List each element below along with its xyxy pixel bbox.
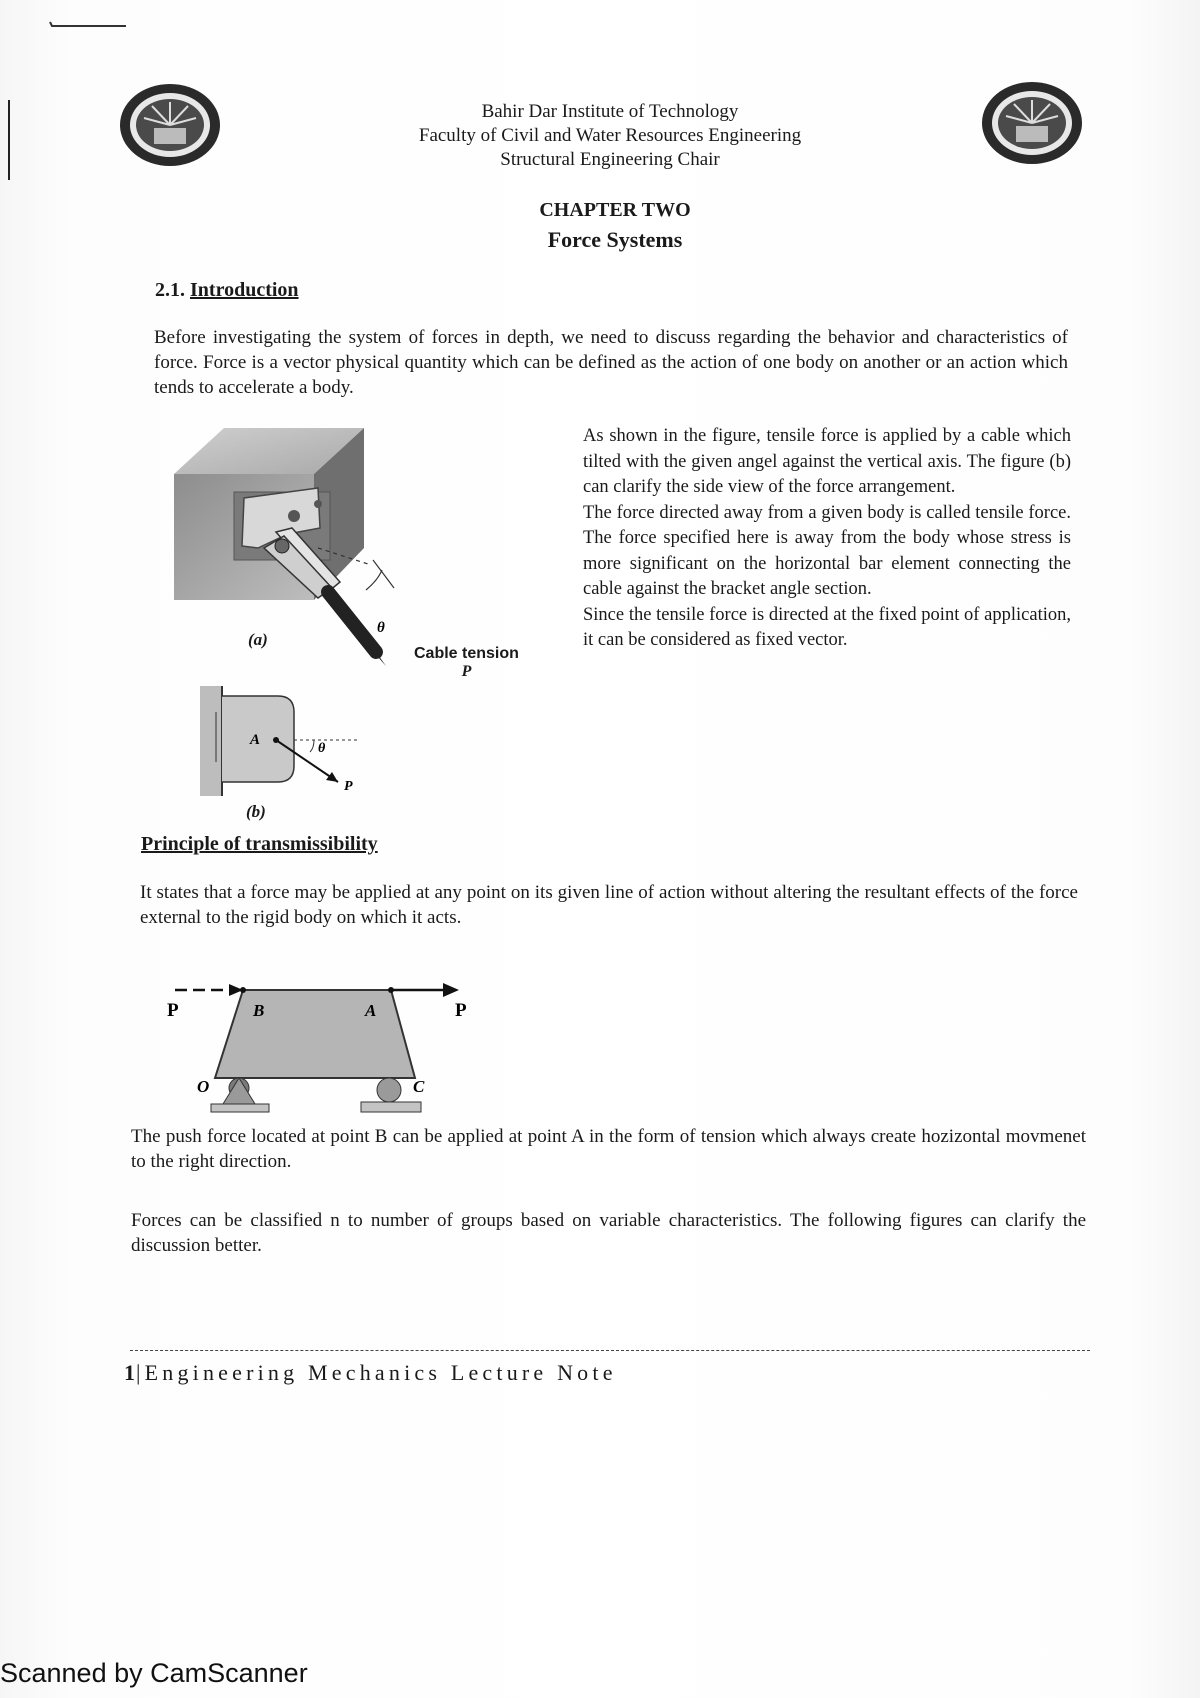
transmissibility-paragraph: It states that a force may be applied at any point on its given line of action without altering the resultant effects of the force external to the rigid body on which it acts. [140, 882, 1078, 928]
transmissibility-figure [165, 968, 475, 1126]
p-right-label: P [455, 1000, 467, 1021]
figure-description-para-2: The force directed away from a given body is called tensile force. The force specified here is away from the body whose stress is more significant on the horizontal bar element connecting the cable against the bracket angle section. [583, 502, 1071, 599]
force-classification-paragraph: Forces can be classified n to number of groups based on variable characteristics. The following figures can clarify the discussion better. [131, 1210, 1086, 1256]
force-label-b: P [344, 779, 353, 794]
scanner-watermark: Scanned by CamScanner [0, 1658, 308, 1688]
section-title: Introduction [190, 279, 299, 301]
point-a-label: A [365, 1001, 377, 1020]
scan-edge-line [8, 100, 10, 180]
figure-description [583, 424, 1071, 654]
figure-b-caption: (b) [246, 802, 266, 821]
intro-paragraph: Before investigating the system of forces in depth, we need to discuss regarding the behavior and characteristics of force. Force is a vector physical quantity which can be defined as the action of one body on another or an action which tends to accelerate a body. [154, 327, 1068, 398]
push-force-paragraph: The push force located at point B can be applied at point A in the form of tension which always create hozizontal movmenet to the right direction. [131, 1126, 1086, 1172]
chapter-title: Force Systems [547, 227, 683, 252]
p-left-label: P [167, 1000, 179, 1021]
section-number: 2.1. [155, 279, 185, 301]
point-b-label: B [253, 1001, 265, 1020]
bracket-figure-b [198, 682, 398, 827]
page-number: 1 [124, 1360, 136, 1385]
staple-mark [48, 20, 128, 28]
chair-name: Structural Engineering Chair [500, 149, 720, 170]
cable-force-symbol: P [461, 663, 472, 680]
institution-header [300, 100, 920, 172]
point-c-label: C [413, 1077, 425, 1096]
footer-separator: | [136, 1360, 145, 1385]
theta-label-a: θ [377, 620, 385, 636]
faculty-name: Faculty of Civil and Water Resources Engineering [418, 125, 802, 146]
section-heading [155, 279, 299, 302]
point-o-label: O [197, 1077, 210, 1096]
point-a-label-b: A [250, 732, 261, 748]
figure-description-para-3: Since the tensile force is directed at the fixed point of application, it can be considered as fixed vector. [583, 604, 1071, 650]
institute-logo-left [118, 82, 222, 168]
figure-description-para-1: As shown in the figure, tensile force is applied by a cable which tilted with the given angel against the vertical axis. The figure (b) can clarify the side view of the force arrangement. [583, 426, 1071, 497]
chapter-number: CHAPTER TWO [539, 199, 691, 221]
chapter-heading [380, 197, 850, 255]
cable-tension-text: Cable tension [414, 645, 519, 662]
transmissibility-heading: Principle of transmissibility [141, 833, 378, 855]
footer-title: Engineering Mechanics Lecture Note [144, 1360, 617, 1385]
institute-logo-right [980, 80, 1084, 166]
footer-divider [130, 1350, 1090, 1351]
institution-name: Bahir Dar Institute of Technology [481, 101, 739, 122]
theta-label-b: θ [318, 741, 326, 756]
page-footer [124, 1360, 617, 1386]
cable-tension-label [414, 645, 519, 681]
figure-a-caption: (a) [248, 630, 268, 649]
